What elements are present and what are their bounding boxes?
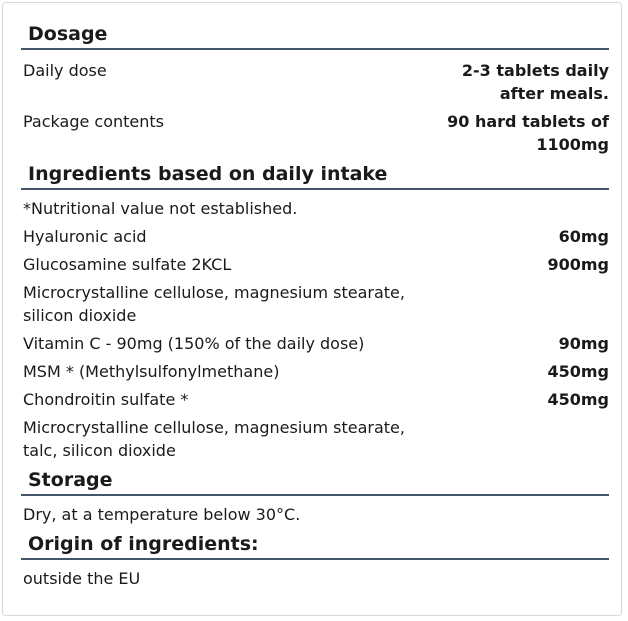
ingredient-amount: 60mg xyxy=(558,227,609,246)
origin-text: outside the EU xyxy=(23,569,141,588)
ingredient-row xyxy=(21,253,609,276)
dosage-heading: Dosage xyxy=(21,21,609,50)
ingredient-label-line2: silicon dioxide xyxy=(23,306,137,325)
ingredient-label-line2: talc, silicon dioxide xyxy=(23,441,176,460)
ingredient-label: MSM * (Methylsulfonylmethane) xyxy=(23,362,280,381)
ingredient-label: Vitamin C - 90mg (150% of the daily dose) xyxy=(23,334,365,353)
ingredient-label: Hyaluronic acid xyxy=(23,227,147,246)
origin-heading: Origin of ingredients: xyxy=(21,531,609,560)
ingredients-heading: Ingredients based on daily intake xyxy=(21,161,609,190)
ingredient-row xyxy=(21,360,609,383)
ingredient-amount: 450mg xyxy=(547,390,609,409)
dosage-row-daily-dose xyxy=(21,59,609,105)
ingredient-row xyxy=(21,388,609,411)
ingredient-amount: 450mg xyxy=(547,362,609,381)
ingredient-label-line1: Microcrystalline cellulose, magnesium stearate, xyxy=(23,283,405,302)
daily-dose-value xyxy=(462,59,609,105)
ingredient-label xyxy=(23,416,609,462)
ingredient-label xyxy=(23,281,609,327)
ingredient-label: Glucosamine sulfate 2KCL xyxy=(23,255,232,274)
daily-dose-value-line2: after meals. xyxy=(499,84,609,103)
storage-text: Dry, at a temperature below 30°C. xyxy=(23,505,301,524)
ingredient-label: Chondroitin sulfate * xyxy=(23,390,189,409)
ingredient-amount: 90mg xyxy=(558,334,609,353)
package-contents-label: Package contents xyxy=(23,112,164,131)
ingredient-row xyxy=(21,281,609,327)
dosage-row-package-contents xyxy=(21,110,609,156)
ingredient-row xyxy=(21,332,609,355)
ingredients-note: *Nutritional value not established. xyxy=(23,199,298,218)
daily-dose-value-line1: 2-3 tablets daily xyxy=(461,61,609,80)
ingredient-row xyxy=(21,225,609,248)
package-contents-value-line1: 90 hard tablets of xyxy=(447,112,609,131)
package-contents-value-line2: 1100mg xyxy=(536,135,609,154)
package-contents-value xyxy=(447,110,609,156)
daily-dose-label: Daily dose xyxy=(23,61,107,80)
product-info-card xyxy=(2,2,622,616)
ingredient-label-line1: Microcrystalline cellulose, magnesium stearate, xyxy=(23,418,405,437)
product-info-content xyxy=(21,21,609,590)
ingredient-amount: 900mg xyxy=(547,255,609,274)
ingredient-row xyxy=(21,416,609,462)
storage-heading: Storage xyxy=(21,467,609,496)
